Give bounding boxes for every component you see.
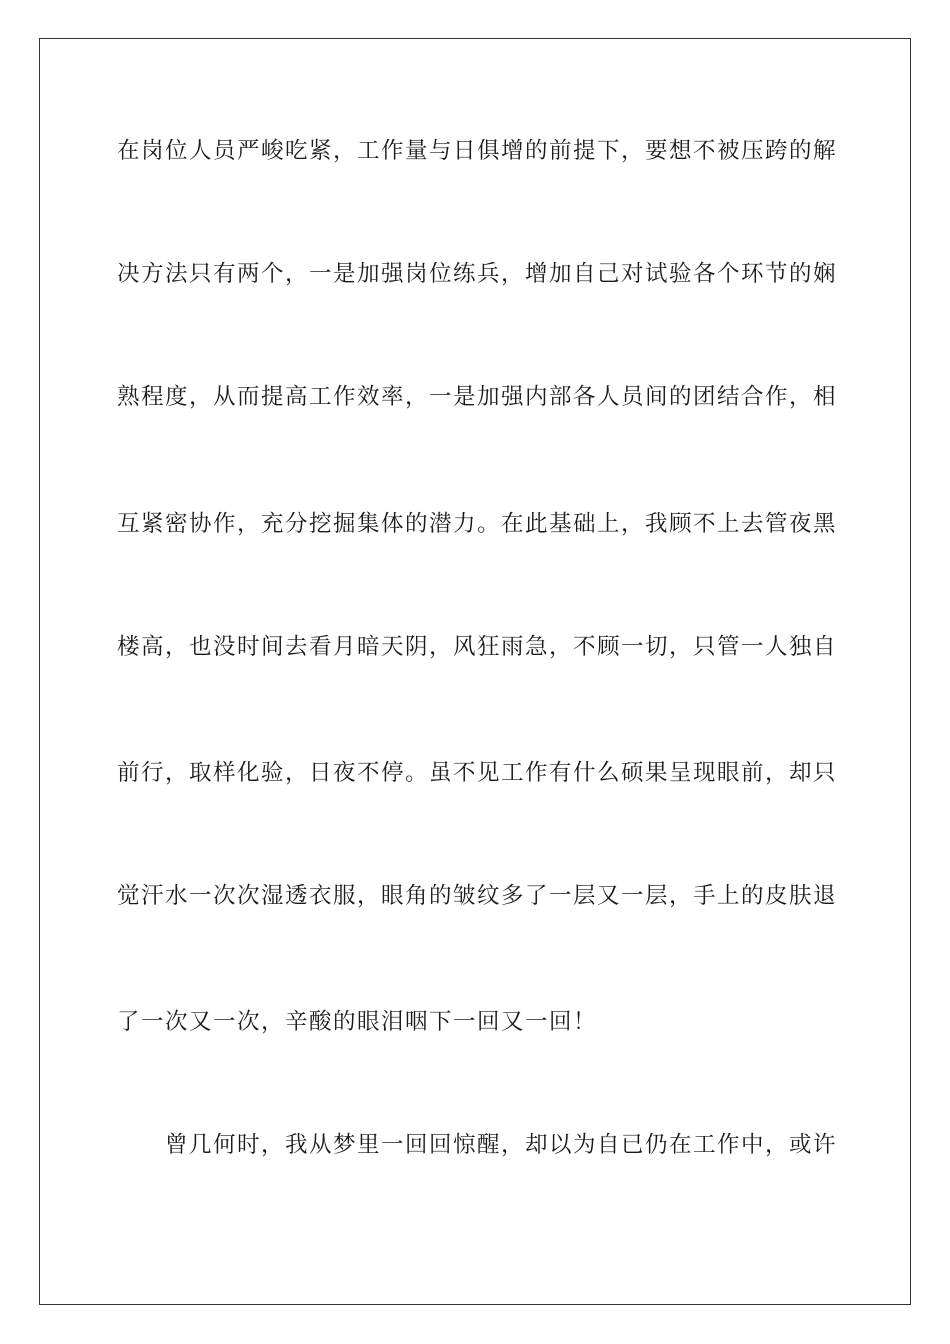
text-line: 觉汗水一次次湿透衣服，眼角的皱纹多了一层又一层，手上的皮肤退 [117, 883, 838, 909]
page-border [39, 38, 911, 1305]
text-line: 在岗位人员严峻吃紧，工作量与日俱增的前提下，要想不被压跨的解 [117, 138, 838, 164]
text-line: 决方法只有两个，一是加强岗位练兵，增加自己对试验各个环节的娴 [117, 261, 838, 287]
text-line: 了一次又一次，辛酸的眼泪咽下一回又一回！ [117, 1009, 598, 1035]
text-line: 前行，取样化验，日夜不停。虽不见工作有什么硕果呈现眼前，却只 [117, 760, 838, 786]
text-line: 楼高，也没时间去看月暗天阴，风狂雨急，不顾一切，只管一人独自 [117, 634, 838, 660]
text-line: 互紧密协作，充分挖掘集体的潜力。在此基础上，我顾不上去管夜黑 [117, 511, 838, 537]
paragraph-first-line: 曾几何时，我从梦里一回回惊醒，却以为自已仍在工作中，或许 [165, 1132, 838, 1158]
text-line: 熟程度，从而提高工作效率，一是加强内部各人员间的团结合作，相 [117, 384, 838, 410]
